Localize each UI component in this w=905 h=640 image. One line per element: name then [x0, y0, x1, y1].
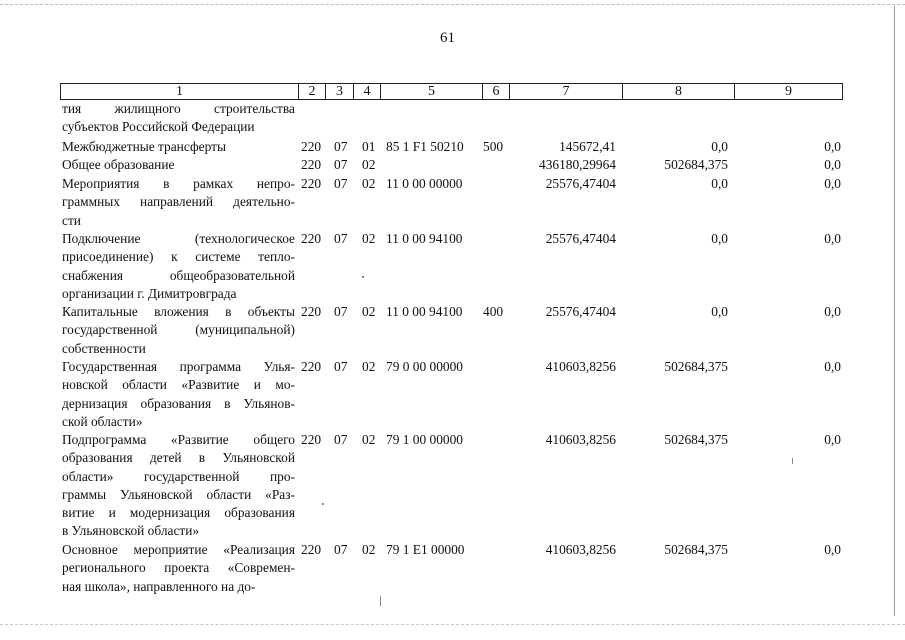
col-2-code: 220 [301, 139, 322, 154]
col-5-target-article: 79 0 00 00000 [386, 359, 463, 374]
description-line: Государственная программа Улья- [62, 359, 295, 374]
col-4-subsection: 02 [362, 542, 376, 557]
header-col-2: 2 [299, 84, 326, 99]
description-line: дернизация образования в Ульянов- [62, 395, 295, 411]
col-7-amount: 410603,8256 [545, 359, 616, 374]
description-line: Основное мероприятие «Реализация [62, 542, 295, 557]
col-9-amount: 0,0 [824, 231, 841, 246]
col-4-subsection: 02 [362, 359, 376, 374]
description-line: субъектов Российской Федерации [62, 119, 255, 135]
col-6-expense-type: 500 [483, 139, 504, 154]
page-number: 61 [440, 30, 455, 46]
col-3-section: 07 [334, 231, 348, 246]
header-col-6: 6 [483, 84, 510, 99]
col-8-amount: 0,0 [711, 176, 728, 191]
col-4-subsection: 02 [362, 304, 376, 319]
description-line: ской области» [62, 413, 143, 429]
col-5-target-article: 11 0 00 94100 [386, 231, 463, 246]
col-5-target-article: 79 1 00 00000 [386, 432, 463, 447]
col-9-amount: 0,0 [824, 432, 841, 447]
col-3-section: 07 [334, 157, 348, 172]
scan-speck [322, 503, 324, 505]
description-line: государственной (муниципальной) [62, 322, 295, 338]
col-7-amount: 410603,8256 [545, 542, 616, 557]
header-col-9: 9 [785, 84, 792, 99]
description-line: Подпрограмма «Развитие общего [62, 432, 295, 447]
col-7-amount: 145672,41 [559, 139, 616, 154]
scan-edge-bottom [0, 624, 905, 625]
col-4-subsection: 02 [362, 432, 376, 447]
col-2-code: 220 [301, 157, 322, 172]
col-9-amount: 0,0 [824, 176, 841, 191]
col-2-code: 220 [301, 176, 322, 191]
description-line: ная школа», направленного на до- [62, 578, 256, 594]
description-line: организации г. Димитровграда [62, 285, 237, 301]
col-8-amount: 0,0 [711, 231, 728, 246]
description-line: Общее образование [62, 157, 175, 172]
col-4-subsection: 02 [362, 176, 376, 191]
col-4-subsection: 02 [362, 231, 376, 246]
col-7-amount: 25576,47404 [545, 231, 616, 246]
col-8-amount: 502684,375 [664, 157, 728, 172]
description-line: регионального проекта «Современ- [62, 560, 295, 576]
col-2-code: 220 [301, 304, 322, 319]
col-8-amount: 0,0 [711, 304, 728, 319]
col-9-amount: 0,0 [824, 157, 841, 172]
header-col-7: 7 [510, 84, 623, 99]
row-description [62, 230, 295, 303]
row-description [62, 100, 295, 137]
col-3-section: 07 [334, 542, 348, 557]
col-3-section: 07 [334, 304, 348, 319]
description-line: собственности [62, 340, 146, 356]
description-line: области» государственной про- [62, 468, 295, 484]
col-4-subsection: 02 [362, 157, 376, 172]
col-2-code: 220 [301, 432, 322, 447]
description-line: образования детей в Ульяновской [62, 450, 295, 466]
description-line: снабжения общеобразовательной [62, 267, 295, 283]
col-3-section: 07 [334, 176, 348, 191]
col-7-amount: 410603,8256 [545, 432, 616, 447]
row-description [62, 358, 295, 431]
col-5-target-article: 79 1 E1 00000 [386, 542, 465, 557]
col-8-amount: 502684,375 [664, 542, 728, 557]
col-9-amount: 0,0 [824, 304, 841, 319]
scan-speck [380, 596, 381, 606]
row-description [62, 303, 295, 358]
scan-speck [362, 276, 364, 278]
col-7-amount: 25576,47404 [545, 176, 616, 191]
scan-edge-top [0, 4, 905, 5]
col-8-amount: 502684,375 [664, 359, 728, 374]
description-line: новской области «Развитие и мо- [62, 377, 295, 393]
row-description [62, 541, 295, 596]
header-col-4: 4 [354, 84, 381, 99]
col-6-expense-type: 400 [483, 304, 504, 319]
description-line: Мероприятия в рамках непро- [62, 176, 295, 191]
col-3-section: 07 [334, 139, 348, 154]
col-2-code: 220 [301, 231, 322, 246]
col-7-amount: 25576,47404 [545, 304, 616, 319]
description-line: граммы Ульяновской области «Раз- [62, 486, 295, 502]
description-line: присоединение) к системе тепло- [62, 249, 295, 265]
col-8-amount: 0,0 [711, 139, 728, 154]
scan-speck [792, 458, 793, 464]
description-line: тия жилищного строительства [62, 101, 295, 116]
col-2-code: 220 [301, 359, 322, 374]
row-description [62, 175, 295, 230]
col-9-amount: 0,0 [824, 139, 841, 154]
description-line: Подключение (технологическое [62, 231, 295, 246]
col-3-section: 07 [334, 359, 348, 374]
col-5-target-article: 11 0 00 00000 [386, 176, 463, 191]
row-description [62, 138, 295, 156]
description-line: сти [62, 212, 81, 228]
description-line: граммных направлений деятельно- [62, 194, 295, 210]
col-5-target-article: 85 1 F1 50210 [386, 139, 464, 154]
header-col-1: 1 [61, 84, 299, 99]
description-line: витие и модернизация образования [62, 505, 295, 521]
col-4-subsection: 01 [362, 139, 376, 154]
description-line: Межбюджетные трансферты [62, 139, 226, 154]
scan-edge-right [894, 6, 895, 616]
header-col-8: 8 [623, 84, 735, 99]
row-description [62, 156, 295, 174]
row-description [62, 431, 295, 541]
col-2-code: 220 [301, 542, 322, 557]
col-3-section: 07 [334, 432, 348, 447]
header-col-5: 5 [381, 84, 483, 99]
col-9-amount: 0,0 [824, 542, 841, 557]
col-8-amount: 502684,375 [664, 432, 728, 447]
col-7-amount: 436180,29964 [539, 157, 616, 172]
header-col-3: 3 [326, 84, 354, 99]
table-header [60, 83, 843, 100]
col-5-target-article: 11 0 00 94100 [386, 304, 463, 319]
description-line: Капитальные вложения в объекты [62, 304, 295, 319]
col-9-amount: 0,0 [824, 359, 841, 374]
description-line: в Ульяновской области» [62, 523, 200, 539]
